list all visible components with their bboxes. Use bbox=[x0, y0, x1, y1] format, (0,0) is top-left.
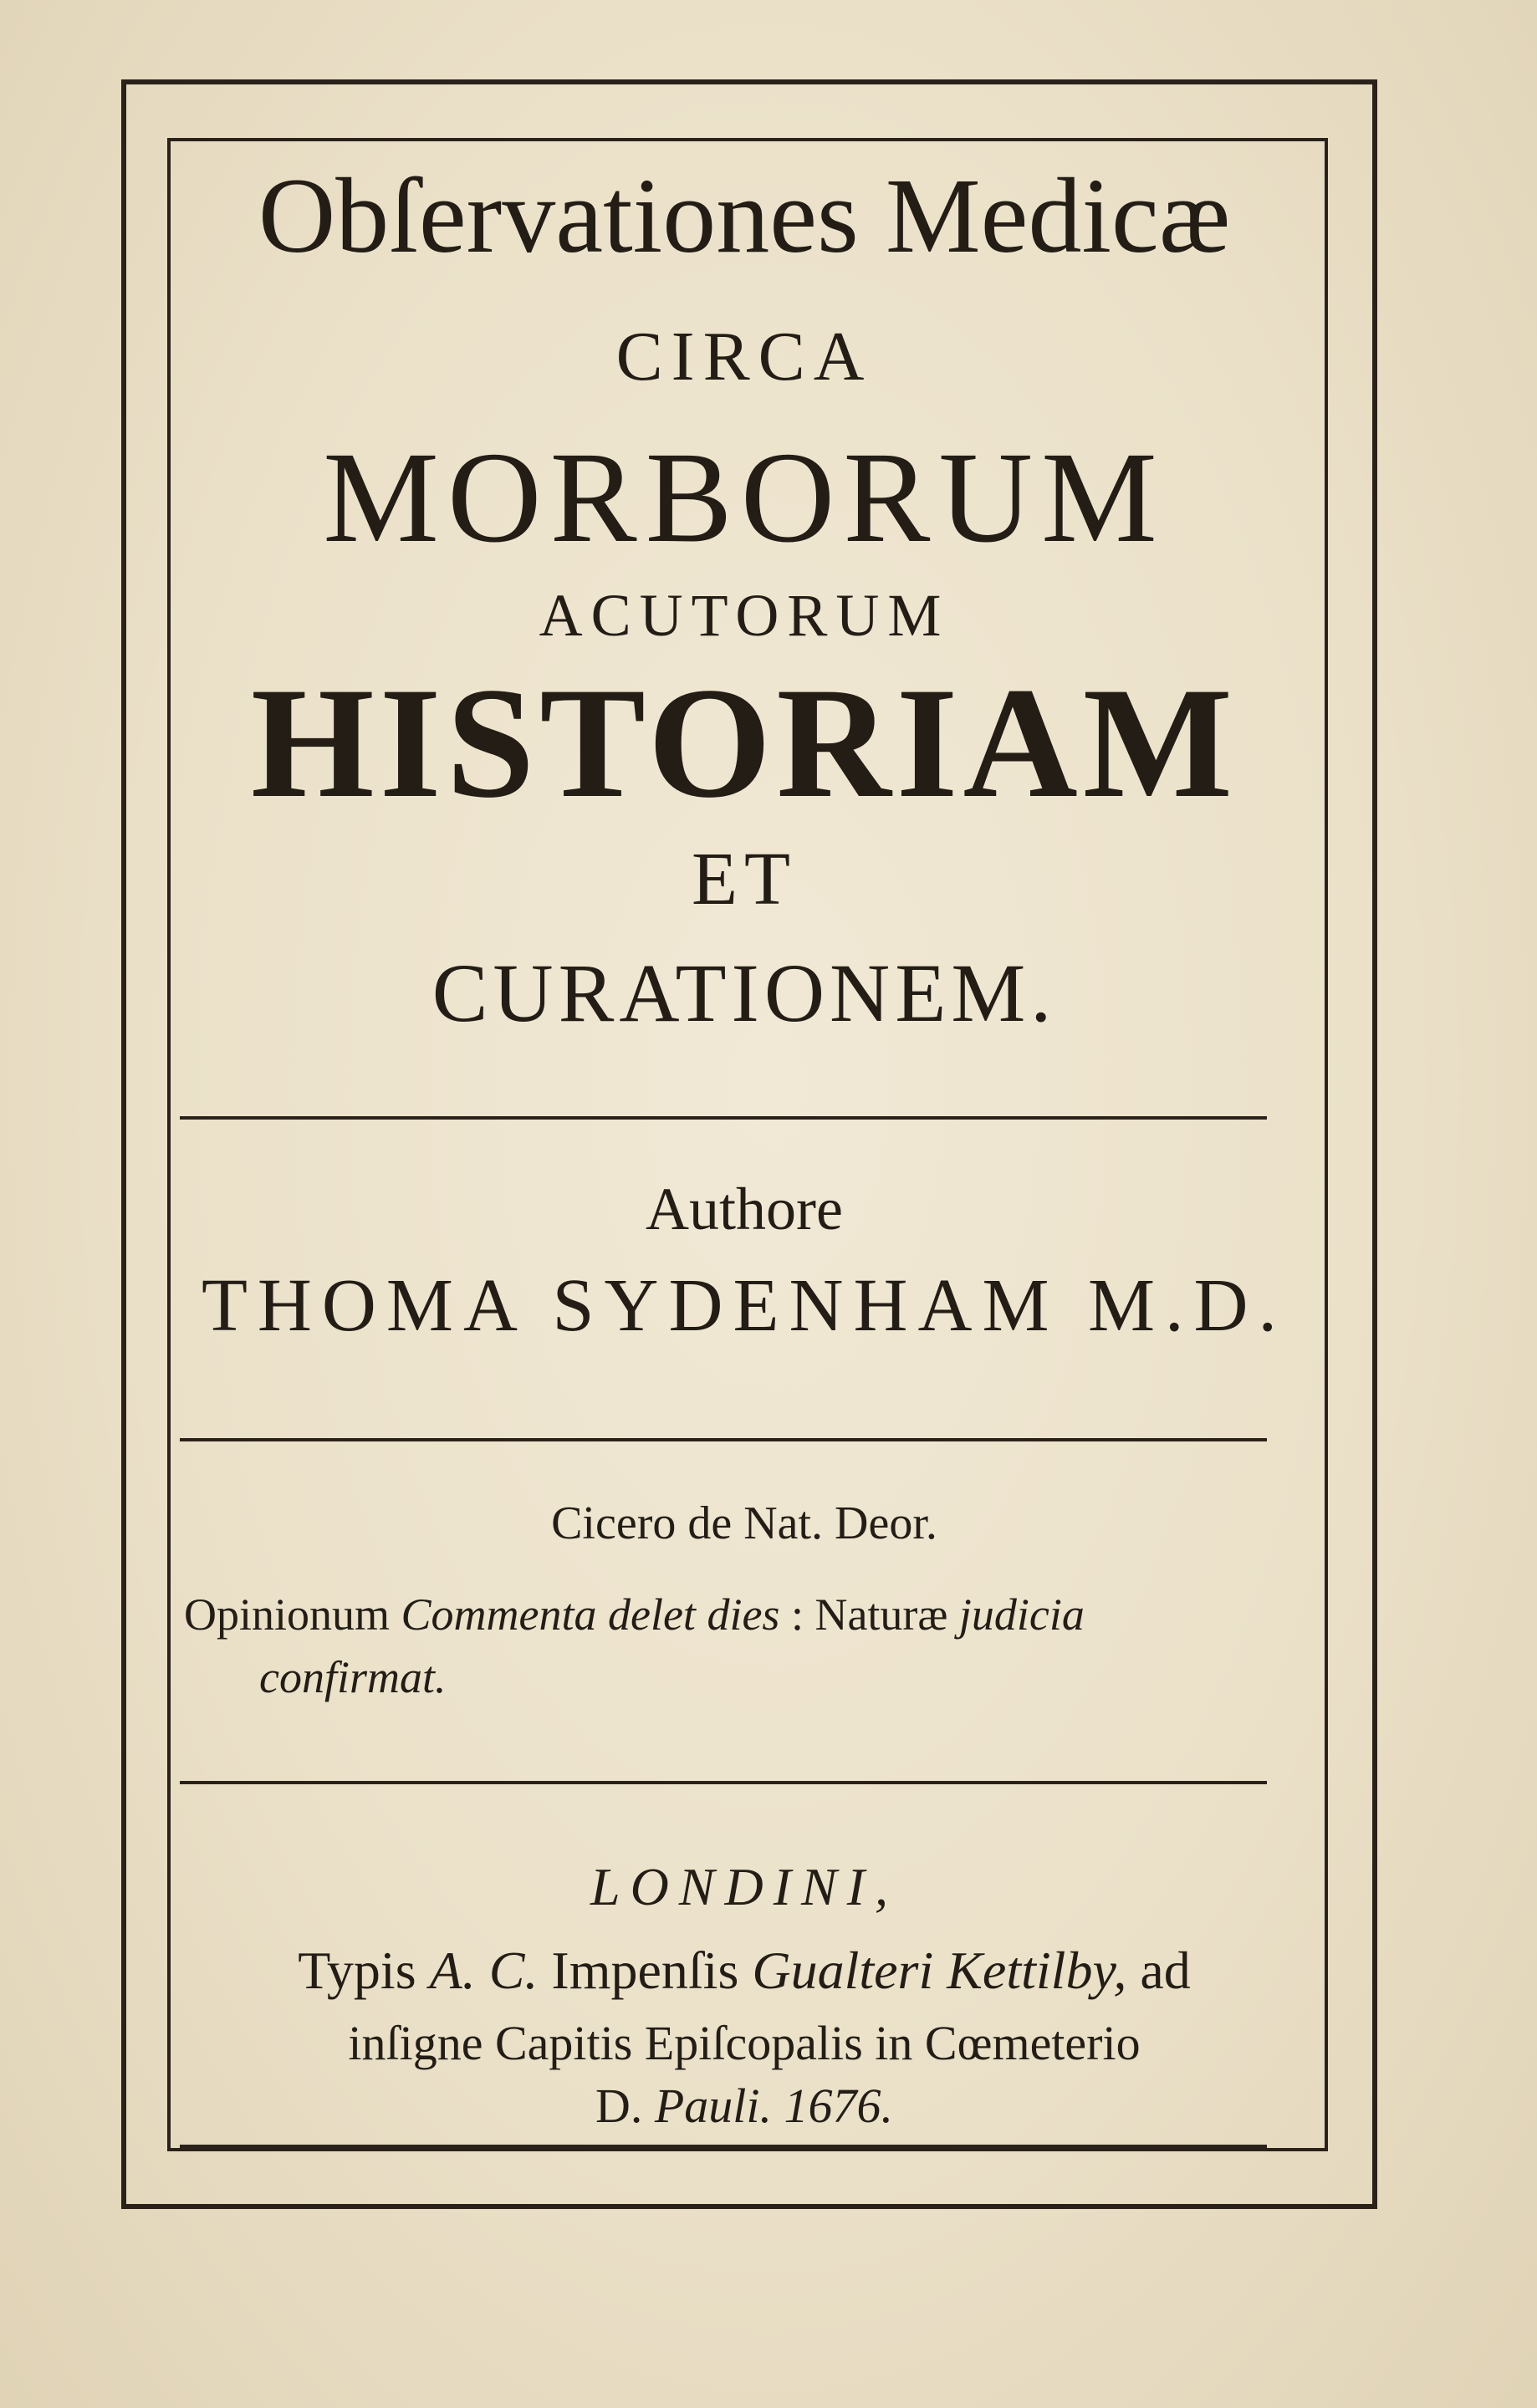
epigraph-text-b: Commenta delet dies bbox=[401, 1589, 780, 1640]
imprint-printer: A. C. bbox=[429, 1941, 539, 2000]
title-line-acutorum: ACUTORUM bbox=[539, 582, 950, 649]
epigraph-source: Cicero de Nat. Deor. bbox=[551, 1497, 937, 1549]
title-line-curationem: CURATIONEM. bbox=[431, 946, 1057, 1039]
title-line-observationes: Obſervationes Medicæ bbox=[258, 156, 1231, 275]
divider-rule-3 bbox=[180, 1781, 1267, 1784]
imprint-typis: Typis bbox=[298, 1941, 416, 2000]
epigraph-text-c: : Naturæ bbox=[790, 1589, 948, 1640]
imprint-line-1 bbox=[167, 1940, 1321, 2002]
epigraph-text-a: Opinionum bbox=[184, 1589, 391, 1640]
title-line-historiam: HISTORIAM bbox=[250, 656, 1238, 831]
imprint-line-2: inſigne Capitis Epiſcopalis in Cœmeterio bbox=[348, 2016, 1141, 2070]
imprint-city: LONDINI, bbox=[590, 1857, 899, 1916]
title-line-morborum: MORBORUM bbox=[323, 425, 1166, 569]
title-line-circa: CIRCA bbox=[615, 318, 873, 395]
epigraph-line-2: confirmat. bbox=[259, 1652, 447, 1702]
imprint-impensis: Impenſis bbox=[551, 1941, 739, 2000]
imprint-d: D. bbox=[595, 2079, 643, 2133]
epigraph-text-d: judicia bbox=[958, 1589, 1085, 1640]
imprint-ad: ad bbox=[1140, 1941, 1191, 2000]
title-line-et: ET bbox=[692, 838, 797, 921]
imprint-line-3 bbox=[167, 2078, 1321, 2134]
author-name: THOMA SYDENHAM M.D. bbox=[201, 1264, 1288, 1347]
divider-rule-1 bbox=[180, 1116, 1267, 1120]
imprint-pauli-date: Pauli. 1676. bbox=[654, 2079, 894, 2133]
imprint-publisher: Gualteri Kettilby, bbox=[752, 1941, 1127, 2000]
author-label: Authore bbox=[646, 1176, 843, 1242]
divider-rule-4 bbox=[180, 2145, 1267, 2148]
epigraph-line-1 bbox=[184, 1589, 1279, 1640]
divider-rule-2 bbox=[180, 1438, 1267, 1441]
